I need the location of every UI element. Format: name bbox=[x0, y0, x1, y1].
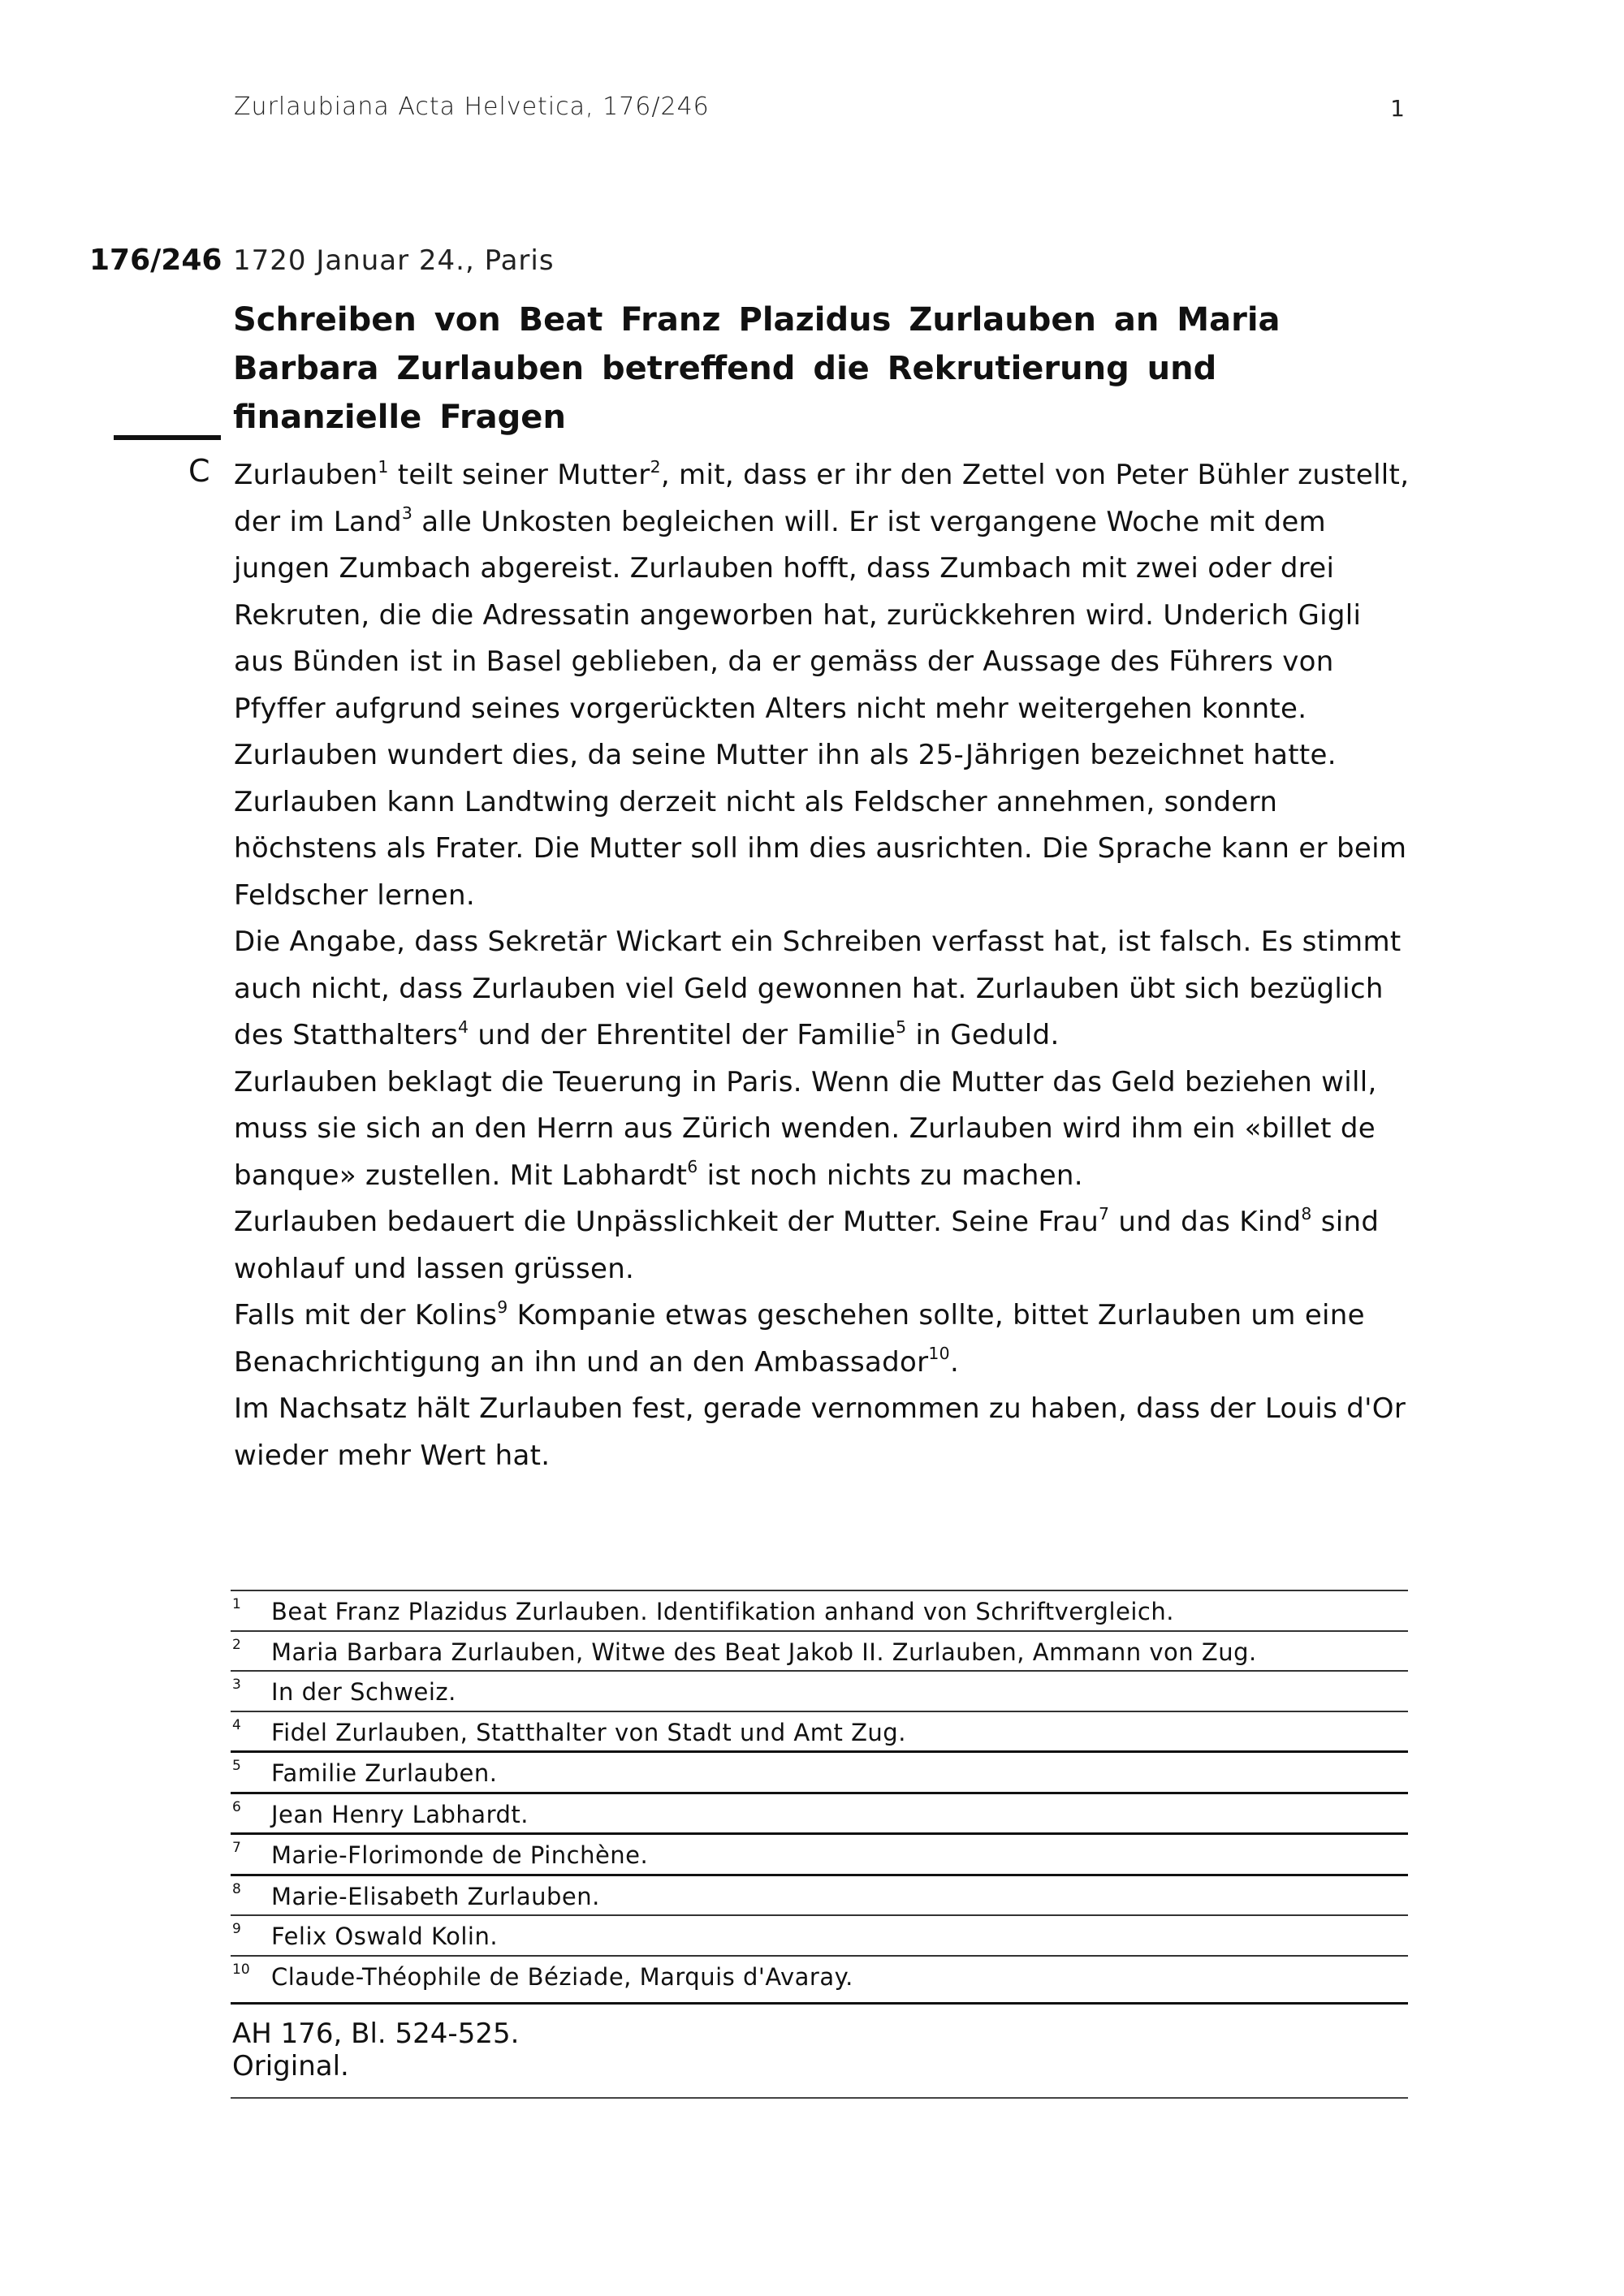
running-head: Zurlaubiana Acta Helvetica, 176/246 bbox=[234, 93, 710, 121]
regest-text: Zurlauben bedauert die Unpässlichkeit der Mutter. Seine Frau bbox=[234, 1206, 1099, 1238]
footnote-item bbox=[231, 1792, 1408, 1833]
regest-paragraph bbox=[234, 779, 1419, 920]
regest-text: Kompanie etwas geschehen sollte, bittet Zurlauben um eine Benachrichtigung an ihn und an den Ambassador bbox=[234, 1299, 1365, 1379]
footnote-text: Felix Oswald Kolin. bbox=[271, 1923, 499, 1950]
regest-text: Im Nachsatz hält Zurlauben fest, gerade vernommen zu haben, dass der Louis d'Or wieder mehr Wert hat. bbox=[234, 1392, 1406, 1472]
regest-text: Die Angabe, dass Sekretär Wickart ein Schreiben verfasst hat, ist falsch. Es stimmt auch nicht, dass Zurlauben viel Geld gewonnen hat. Zurlauben übt sich bezüglich des Statthalters bbox=[234, 926, 1402, 1051]
footnote-number: 7 bbox=[232, 1840, 241, 1856]
footnote-reference[interactable]: 6 bbox=[687, 1157, 698, 1177]
footnote-item bbox=[231, 1832, 1408, 1874]
footnote-reference[interactable]: 1 bbox=[378, 456, 389, 477]
footnote-reference[interactable]: 9 bbox=[497, 1297, 508, 1317]
regest-text: in Geduld. bbox=[906, 1019, 1060, 1051]
footnote-item bbox=[231, 1630, 1408, 1671]
footnotes-list bbox=[231, 1590, 1408, 1995]
footnote-item bbox=[231, 1955, 1408, 1996]
footnote-item bbox=[231, 1750, 1408, 1792]
regest-paragraph bbox=[234, 1060, 1419, 1200]
footnote-number: 1 bbox=[232, 1596, 241, 1612]
footnote-item bbox=[231, 1914, 1408, 1955]
regest-text: Zurlauben bbox=[234, 459, 378, 491]
regest-paragraph bbox=[234, 919, 1419, 1060]
regest-text: Falls mit der Kolins bbox=[234, 1299, 498, 1331]
source-type: Original. bbox=[232, 2050, 349, 2082]
regest-text: alle Unkosten begleichen will. Er ist vergangene Woche mit dem jungen Zumbach abgereist. Zurlauben hofft, dass Zumbach mit zwei oder drei Rekruten, die die Adressatin angeworben hat, zurückkehren wird. Underich Gigli aus Bünden ist in Basel geblieben, da er gemäss der Aussage des Führers von Pfyffer aufgrund seines vorgerückten Alters nicht mehr weitergehen konnte. Zurlauben wundert dies, da seine Mutter ihn als 25-Jährigen bezeichnet hatte. bbox=[234, 505, 1362, 771]
section-marker: C bbox=[188, 453, 210, 489]
footnote-text: Claude-Théophile de Béziade, Marquis d'Avaray. bbox=[271, 1962, 853, 1991]
footnote-number: 10 bbox=[232, 1961, 250, 1978]
footnote-reference[interactable]: 8 bbox=[1301, 1203, 1312, 1224]
footnote-text: Maria Barbara Zurlauben, Witwe des Beat Jakob II. Zurlauben, Ammann von Zug. bbox=[271, 1638, 1257, 1666]
footnote-reference[interactable]: 2 bbox=[650, 456, 661, 477]
regest-paragraph bbox=[234, 1199, 1419, 1293]
footnote-number: 6 bbox=[232, 1798, 241, 1815]
regest-paragraph bbox=[234, 452, 1419, 779]
footnote-item bbox=[231, 1874, 1408, 1915]
regest-paragraph bbox=[234, 1293, 1419, 1386]
source-block bbox=[231, 2002, 1408, 2099]
footnote-reference[interactable]: 7 bbox=[1099, 1203, 1110, 1224]
footnote-text: In der Schweiz. bbox=[271, 1678, 456, 1706]
regest-paragraph bbox=[234, 1386, 1419, 1479]
footnote-number: 9 bbox=[232, 1921, 241, 1937]
footnote-reference[interactable]: 5 bbox=[896, 1016, 907, 1037]
document-title: Schreiben von Beat Franz Plazidus Zurlauben an Maria Barbara Zurlauben betreffend die Rekrutierung und finanzielle Fragen bbox=[233, 301, 1281, 436]
footnote-text: Marie-Florimonde de Pinchène. bbox=[271, 1841, 649, 1869]
footnote-reference[interactable]: 3 bbox=[401, 503, 413, 524]
regest-text: . bbox=[949, 1345, 960, 1379]
footnote-text: Familie Zurlauben. bbox=[271, 1759, 498, 1787]
footnote-text: Marie-Elisabeth Zurlauben. bbox=[271, 1882, 600, 1910]
regest-text: Zurlauben beklagt die Teuerung in Paris. Wenn die Mutter das Geld beziehen will, muss sie sich an den Herrn aus Zürich wenden. Zurlauben wird ihm ein «billet de banque» zustellen. Mit Labhardt bbox=[234, 1065, 1377, 1192]
footnote-item bbox=[231, 1711, 1408, 1751]
regest-text: und das Kind bbox=[1109, 1206, 1302, 1238]
regest-body bbox=[234, 452, 1419, 1479]
document-number: 176/246 bbox=[89, 244, 222, 277]
footnote-item bbox=[231, 1590, 1408, 1630]
document-date-place: 1720 Januar 24., Paris bbox=[233, 244, 555, 277]
regest-text: ist noch nichts zu machen. bbox=[698, 1159, 1083, 1192]
footnote-number: 8 bbox=[232, 1880, 241, 1897]
regest-text: sind wohlauf und lassen grüssen. bbox=[234, 1206, 1380, 1285]
footnote-reference[interactable]: 4 bbox=[458, 1016, 469, 1037]
footnote-text: Fidel Zurlauben, Statthalter von Stadt und Amt Zug. bbox=[271, 1718, 906, 1746]
footnote-text: Beat Franz Plazidus Zurlauben. Identifikation anhand von Schriftvergleich. bbox=[271, 1598, 1174, 1625]
regest-text: , mit, dass er ihr den Zettel von Peter Bühler zustellt, der im Land bbox=[234, 459, 1410, 538]
footnote-number: 5 bbox=[232, 1758, 241, 1774]
section-divider bbox=[114, 435, 221, 440]
page-number: 1 bbox=[1390, 95, 1405, 122]
source-shelfmark: AH 176, Bl. 524-525. bbox=[232, 2018, 520, 2050]
footnote-number: 4 bbox=[232, 1716, 241, 1733]
regest-text: Zurlauben kann Landtwing derzeit nicht als Feldscher annehmen, sondern höchstens als Frater. Die Mutter soll ihm dies ausrichten. Die Sprache kann er beim Feldscher lernen. bbox=[234, 785, 1407, 912]
footnote-reference[interactable]: 10 bbox=[928, 1344, 950, 1364]
footnote-number: 2 bbox=[232, 1636, 241, 1653]
footnote-number: 3 bbox=[232, 1677, 241, 1693]
footnote-item bbox=[231, 1670, 1408, 1711]
regest-text: und der Ehrentitel der Familie bbox=[469, 1019, 896, 1051]
footnote-text: Jean Henry Labhardt. bbox=[271, 1800, 529, 1828]
regest-text: teilt seiner Mutter bbox=[388, 459, 650, 491]
